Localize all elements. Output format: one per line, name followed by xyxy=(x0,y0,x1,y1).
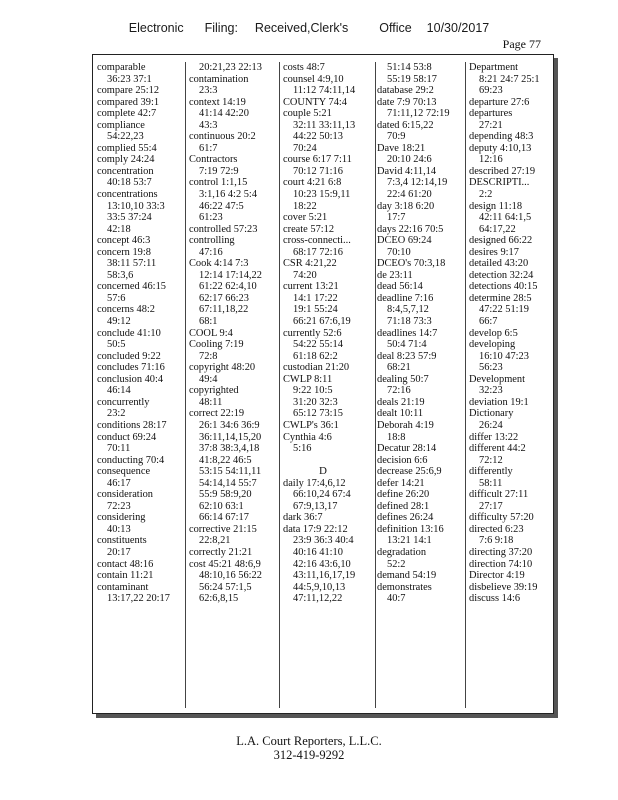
index-entry-line: 20:10 24:6 xyxy=(387,154,432,166)
index-entry-line: differently xyxy=(469,466,513,478)
index-column-2 xyxy=(189,62,277,708)
footer xyxy=(0,734,618,762)
index-entry-line: create 57:12 xyxy=(283,223,335,235)
index-entry-line: 19:1 55:24 xyxy=(293,304,338,316)
index-entry-line: 68:21 xyxy=(387,362,411,374)
index-entry-line: complied 55:4 xyxy=(97,142,157,154)
index-entry-line: define 26:20 xyxy=(377,489,430,501)
index-entry-line: 58:11 xyxy=(479,477,503,489)
index-entry-line: conclude 41:10 xyxy=(97,327,161,339)
index-entry-line: departure 27:6 xyxy=(469,96,530,108)
index-entry-line: 66:7 xyxy=(479,316,498,328)
index-entry-line: detection 32:24 xyxy=(469,269,534,281)
index-entry-line: 61:18 62:2 xyxy=(293,350,338,362)
index-entry-line: dated 6:15,22 xyxy=(377,119,434,131)
index-entry-line: DCEO 69:24 xyxy=(377,235,432,247)
index-entry-line: 71:11,12 72:19 xyxy=(387,108,450,120)
index-entry-line: 61:22 62:4,10 xyxy=(199,281,257,293)
index-entry-line: compliance xyxy=(97,119,145,131)
index-entry-line: demonstrates xyxy=(377,581,432,593)
index-entry-line: day 3:18 6:20 xyxy=(377,200,435,212)
index-entry-line: 32:11 33:11,13 xyxy=(293,119,356,131)
index-entry-line: cross-connecti... xyxy=(283,235,351,247)
index-entry-line: 16:10 47:23 xyxy=(479,350,529,362)
index-entry-line: correctly 21:21 xyxy=(189,546,253,558)
footer-reporter-name: L.A. Court Reporters, L.L.C. xyxy=(236,734,382,748)
index-entry-line: considering xyxy=(97,512,146,524)
index-entry-line: deadlines 14:7 xyxy=(377,327,438,339)
index-entry-line: desires 9:17 xyxy=(469,246,519,258)
index-entry-line: detailed 43:20 xyxy=(469,258,529,270)
index-entry-line: 69:23 xyxy=(479,85,503,97)
index-entry-line: 3:1,16 4:2 5:4 xyxy=(199,189,258,201)
index-entry-line: daily 17:4,6,12 xyxy=(283,477,346,489)
index-section-letter: D xyxy=(319,465,327,478)
index-entry-line: 70:12 71:16 xyxy=(293,165,343,177)
index-column-1 xyxy=(97,62,183,708)
index-entry-line: demand 54:19 xyxy=(377,570,437,582)
index-entry-line: current 13:21 xyxy=(283,281,339,293)
index-entry-line: CWLP's 36:1 xyxy=(283,419,339,431)
index-entry-line: conclusion 40:4 xyxy=(97,373,164,385)
index-entry-line: 67:11,18,22 xyxy=(199,304,249,316)
index-entry-line: CSR 4:21,22 xyxy=(283,258,337,270)
index-entry-line: 31:20 32:3 xyxy=(293,396,338,408)
index-entry-line: 40:7 xyxy=(387,593,406,605)
index-entry-line: 66:14 67:17 xyxy=(199,512,249,524)
column-divider xyxy=(279,62,280,708)
index-entry-line: 47:11,12,22 xyxy=(293,593,343,605)
index-entry-line: 27:21 xyxy=(479,119,503,131)
index-entry-line: 43:3 xyxy=(199,119,218,131)
index-entry-line: 22:8,21 xyxy=(199,535,231,547)
index-entry-line: Development xyxy=(469,373,525,385)
index-entry-line: concurrently xyxy=(97,396,150,408)
index-entry-line: 40:16 41:10 xyxy=(293,546,343,558)
index-entry-line: detections 40:15 xyxy=(469,281,538,293)
index-entry-line: 8:4,5,7,12 xyxy=(387,304,429,316)
index-entry-line: 42:11 64:1,5 xyxy=(479,212,532,224)
index-entry-line: 72:23 xyxy=(107,500,131,512)
index-entry-line: cover 5:21 xyxy=(283,212,328,224)
index-entry-line: 17:7 xyxy=(387,212,406,224)
index-entry-line: 11:12 74:11,14 xyxy=(293,85,356,97)
index-entry-line: 40:18 53:7 xyxy=(107,177,152,189)
index-entry-line: costs 48:7 xyxy=(283,62,325,73)
index-entry-line: CWLP 8:11 xyxy=(283,373,333,385)
index-entry-line: concentration xyxy=(97,165,154,177)
index-entry-line: definition 13:16 xyxy=(377,523,444,535)
index-entry-line: custodian 21:20 xyxy=(283,362,350,374)
index-entry-line: consequence xyxy=(97,466,151,478)
index-entry-line: designed 66:22 xyxy=(469,235,533,247)
index-entry-line: 32:23 xyxy=(479,385,503,397)
index-entry-line: DCEO's 70:3,18 xyxy=(377,258,446,270)
index-entry-line: counsel 4:9,10 xyxy=(283,73,344,85)
index-entry-line: controlled 57:23 xyxy=(189,223,258,235)
index-entry-line: 43:11,16,17,19 xyxy=(293,570,356,582)
index-entry-line: 37:8 38:3,4,18 xyxy=(199,443,260,455)
index-entry-line: comply 24:24 xyxy=(97,154,155,166)
index-entry-line: depending 48:3 xyxy=(469,131,534,143)
index-entry-line: control 1:1,15 xyxy=(189,177,248,189)
index-entry-line: 66:10,24 67:4 xyxy=(293,489,351,501)
index-entry-line: 71:18 73:3 xyxy=(387,316,432,328)
index-entry-line: 44:22 50:13 xyxy=(293,131,343,143)
index-entry-line: 14:1 17:22 xyxy=(293,292,338,304)
index-entry-line: conduct 69:24 xyxy=(97,431,157,443)
index-entry-line: decrease 25:6,9 xyxy=(377,466,442,478)
index-entry-line xyxy=(283,455,373,467)
index-columns xyxy=(93,62,553,708)
index-entry-line: 44:5,9,10,13 xyxy=(293,581,346,593)
index-entry-line: contain 11:21 xyxy=(97,570,154,582)
index-entry-line: 70:9 xyxy=(387,131,406,143)
index-entry-line: 50:5 xyxy=(107,339,126,351)
index-entry-line: copyright 48:20 xyxy=(189,362,256,374)
index-entry-line: difficult 27:11 xyxy=(469,489,529,501)
index-entry-line: 12:16 xyxy=(479,154,503,166)
index-entry-line: 68:1 xyxy=(199,316,218,328)
index-entry-line: 23:2 xyxy=(107,408,126,420)
header-received: Received,Clerk's xyxy=(254,21,349,35)
column-divider xyxy=(465,62,466,708)
index-entry-line: 7:3,4 12:14,19 xyxy=(387,177,448,189)
index-entry-line: 8:21 24:7 25:1 xyxy=(479,73,540,85)
index-column-5 xyxy=(469,62,553,708)
index-entry-line: date 7:9 70:13 xyxy=(377,96,437,108)
index-entry-line: 55:19 58:17 xyxy=(387,73,437,85)
index-entry-line: 18:8 xyxy=(387,431,406,443)
index-entry-line: 65:12 73:15 xyxy=(293,408,343,420)
index-entry-line: concept 46:3 xyxy=(97,235,151,247)
index-entry-line: different 44:2 xyxy=(469,443,526,455)
index-column-3 xyxy=(283,62,373,708)
index-entry-line: Decatur 28:14 xyxy=(377,443,437,455)
index-entry-line: Deborah 4:19 xyxy=(377,419,434,431)
index-entry-line: 12:14 17:14,22 xyxy=(199,269,262,281)
index-entry-line: 7:6 9:18 xyxy=(479,535,514,547)
index-entry-line: consideration xyxy=(97,489,153,501)
index-entry-line: days 22:16 70:5 xyxy=(377,223,444,235)
index-entry-line: David 4:11,14 xyxy=(377,165,437,177)
index-entry-line: Cooling 7:19 xyxy=(189,339,244,351)
index-entry-line: concern 19:8 xyxy=(97,246,151,258)
index-entry-line: controlling xyxy=(189,235,235,247)
index-entry-line: disbelieve 39:19 xyxy=(469,581,538,593)
index-entry-line: de 23:11 xyxy=(377,269,413,281)
index-entry-line: 49:4 xyxy=(199,373,218,385)
index-entry-line: 7:19 72:9 xyxy=(199,165,239,177)
index-entry-line: corrective 21:15 xyxy=(189,523,257,535)
index-entry-line: described 27:19 xyxy=(469,165,536,177)
index-entry-line: court 4:21 6:8 xyxy=(283,177,342,189)
index-entry-line: 13:21 14:1 xyxy=(387,535,432,547)
index-entry-line: contaminant xyxy=(97,581,149,593)
index-entry-line: dead 56:14 xyxy=(377,281,423,293)
header-date: 10/30/2017 xyxy=(426,21,490,35)
header-office: Office xyxy=(379,21,412,35)
index-entry-line: 41:14 42:20 xyxy=(199,108,249,120)
index-entry-line: 55:9 58:9,20 xyxy=(199,489,252,501)
index-entry-line: Dictionary xyxy=(469,408,514,420)
index-entry-line: 5:16 xyxy=(293,443,312,455)
index-entry-line: 13:17,22 20:17 xyxy=(107,593,170,605)
index-entry-line: discuss 14:6 xyxy=(469,593,521,605)
index-entry-line: 62:17 66:23 xyxy=(199,292,249,304)
index-entry-line: develop 6:5 xyxy=(469,327,518,339)
index-entry-line: 26:24 xyxy=(479,419,503,431)
index-entry-line: concentrations xyxy=(97,189,158,201)
index-entry-line: departures xyxy=(469,108,513,120)
index-entry-line: 38:11 57:11 xyxy=(107,258,157,270)
index-box xyxy=(92,54,554,714)
index-entry-line: 22:4 61:20 xyxy=(387,189,432,201)
index-entry-line: 48:11 xyxy=(199,396,223,408)
index-entry-line: concerned 46:15 xyxy=(97,281,166,293)
index-entry-line: COOL 9:4 xyxy=(189,327,233,339)
index-entry-line: 42:16 43:6,10 xyxy=(293,558,351,570)
header-filing: Filing: xyxy=(204,21,238,35)
index-entry-line: Department xyxy=(469,62,519,73)
index-entry-line: 33:5 37:24 xyxy=(107,212,152,224)
index-entry-line: DESCRIPTI... xyxy=(469,177,530,189)
index-entry-line: directed 6:23 xyxy=(469,523,524,535)
index-entry-line: 23:3 xyxy=(199,85,218,97)
index-entry-line: 56:24 57:1,5 xyxy=(199,581,252,593)
index-entry-line: contamination xyxy=(189,73,249,85)
index-entry-line: 70:11 xyxy=(107,443,131,455)
index-entry-line: 46:22 47:5 xyxy=(199,200,244,212)
index-entry-line: Director 4:19 xyxy=(469,570,525,582)
index-entry-line: 57:6 xyxy=(107,292,126,304)
index-entry-line: 20:17 xyxy=(107,546,131,558)
index-entry-line: 41:8,22 46:5 xyxy=(199,454,252,466)
index-entry-line: deviation 19:1 xyxy=(469,396,529,408)
index-entry-line: 62:6,8,15 xyxy=(199,593,239,605)
index-entry-line: dealt 10:11 xyxy=(377,408,424,420)
index-entry-line: conducting 70:4 xyxy=(97,454,165,466)
index-entry-line: dark 36:7 xyxy=(283,512,323,524)
index-entry-line: course 6:17 7:11 xyxy=(283,154,352,166)
index-entry-line: deals 21:19 xyxy=(377,396,425,408)
index-entry-line: cost 45:21 48:6,9 xyxy=(189,558,261,570)
index-entry-line: database 29:2 xyxy=(377,85,434,97)
index-entry-line: compare 25:12 xyxy=(97,85,160,97)
index-entry-line: 51:14 53:8 xyxy=(387,62,432,73)
index-entry-line: 40:13 xyxy=(107,523,131,535)
index-entry-line: concerns 48:2 xyxy=(97,304,155,316)
index-entry-line: 67:9,13,17 xyxy=(293,500,338,512)
index-entry-line: 46:14 xyxy=(107,385,131,397)
index-entry-line: 23:9 36:3 40:4 xyxy=(293,535,354,547)
index-entry-line: complete 42:7 xyxy=(97,108,157,120)
index-entry-line: 36:11,14,15,20 xyxy=(199,431,262,443)
header-electronic: Electronic xyxy=(128,21,184,35)
index-entry-line: 66:21 67:6,19 xyxy=(293,316,351,328)
index-entry-line: 54:22 55:14 xyxy=(293,339,343,351)
index-entry-line: 10:23 15:9,11 xyxy=(293,189,351,201)
index-entry-line: 52:2 xyxy=(387,558,406,570)
footer-phone: 312-419-9292 xyxy=(273,748,345,762)
index-entry-line: deputy 4:10,13 xyxy=(469,142,532,154)
index-entry-line: Cynthia 4:6 xyxy=(283,431,332,443)
index-entry-line: Cook 4:14 7:3 xyxy=(189,258,249,270)
index-entry-line: 49:12 xyxy=(107,316,131,328)
index-entry-line: 50:4 71:4 xyxy=(387,339,427,351)
index-entry-line: design 11:18 xyxy=(469,200,523,212)
index-entry-line: 53:15 54:11,11 xyxy=(199,466,262,478)
index-entry-line: 72:16 xyxy=(387,385,411,397)
index-entry-line: concludes 71:16 xyxy=(97,362,165,374)
index-entry-line: concluded 9:22 xyxy=(97,350,161,362)
index-entry-line: 48:10,16 56:22 xyxy=(199,570,262,582)
index-entry-line: decision 6:6 xyxy=(377,454,428,466)
index-entry-line: 56:23 xyxy=(479,362,503,374)
index-entry-line: compared 39:1 xyxy=(97,96,160,108)
index-entry-line: currently 52:6 xyxy=(283,327,342,339)
index-entry-line: 72:8 xyxy=(199,350,218,362)
index-entry-line: Contractors xyxy=(189,154,238,166)
index-entry-line: 70:10 xyxy=(387,246,411,258)
index-entry-line: deal 8:23 57:9 xyxy=(377,350,437,362)
index-entry-line: conditions 28:17 xyxy=(97,419,167,431)
index-entry-line: 13:10,10 33:3 xyxy=(107,200,165,212)
index-entry-line: defines 26:24 xyxy=(377,512,434,524)
index-entry-line: dealing 50:7 xyxy=(377,373,429,385)
index-entry-line: developing xyxy=(469,339,516,351)
index-entry-line: copyrighted xyxy=(189,385,239,397)
page-number: Page 77 xyxy=(502,37,541,51)
column-divider xyxy=(185,62,186,708)
index-entry-line: 54:22,23 xyxy=(107,131,144,143)
index-entry-line: 61:7 xyxy=(199,142,218,154)
index-entry-line: 36:23 37:1 xyxy=(107,73,152,85)
index-entry-line: difficulty 57:20 xyxy=(469,512,534,524)
filing-stamp-header xyxy=(0,21,618,35)
index-entry-line: 47:22 51:19 xyxy=(479,304,529,316)
index-entry-line: correct 22:19 xyxy=(189,408,245,420)
index-entry-line: 64:17,22 xyxy=(479,223,516,235)
index-entry-line: 9:22 10:5 xyxy=(293,385,333,397)
index-entry-line: differ 13:22 xyxy=(469,431,519,443)
index-entry-line: comparable xyxy=(97,62,146,73)
index-entry-line: 20:21,23 22:13 xyxy=(199,62,262,73)
index-entry-line: 72:12 xyxy=(479,454,503,466)
index-entry-line: directing 37:20 xyxy=(469,546,533,558)
index-entry-line: degradation xyxy=(377,546,427,558)
index-entry-line: deadline 7:16 xyxy=(377,292,434,304)
index-entry-line: 68:17 72:16 xyxy=(293,246,343,258)
index-entry-line: Dave 18:21 xyxy=(377,142,426,154)
index-entry-line: 46:17 xyxy=(107,477,131,489)
index-entry-line: 26:1 34:6 36:9 xyxy=(199,419,260,431)
index-entry-line: 58:3,6 xyxy=(107,269,134,281)
index-entry-line: 62:10 63:1 xyxy=(199,500,244,512)
index-entry-line: COUNTY 74:4 xyxy=(283,96,347,108)
index-entry-line: defer 14:21 xyxy=(377,477,425,489)
index-entry-line: 74:20 xyxy=(293,269,317,281)
index-entry-line: 47:16 xyxy=(199,246,223,258)
index-entry-line: determine 28:5 xyxy=(469,292,532,304)
index-entry-line: defined 28:1 xyxy=(377,500,430,512)
index-entry-line: constituents xyxy=(97,535,147,547)
index-entry-line: continuous 20:2 xyxy=(189,131,256,143)
index-column-4 xyxy=(377,62,463,708)
index-entry-line: 42:18 xyxy=(107,223,131,235)
index-entry-line: 70:24 xyxy=(293,142,317,154)
index-entry-line: contact 48:16 xyxy=(97,558,154,570)
index-entry-line: couple 5:21 xyxy=(283,108,332,120)
column-divider xyxy=(375,62,376,708)
index-entry-line: data 17:9 22:12 xyxy=(283,523,348,535)
index-entry-line: direction 74:10 xyxy=(469,558,533,570)
index-entry-line: 18:22 xyxy=(293,200,317,212)
index-entry-line: 61:23 xyxy=(199,212,223,224)
index-entry-line: context 14:19 xyxy=(189,96,246,108)
index-entry-line: 2:2 xyxy=(479,189,493,201)
index-entry-line: 54:14,14 55:7 xyxy=(199,477,257,489)
index-entry-line: 27:17 xyxy=(479,500,503,512)
